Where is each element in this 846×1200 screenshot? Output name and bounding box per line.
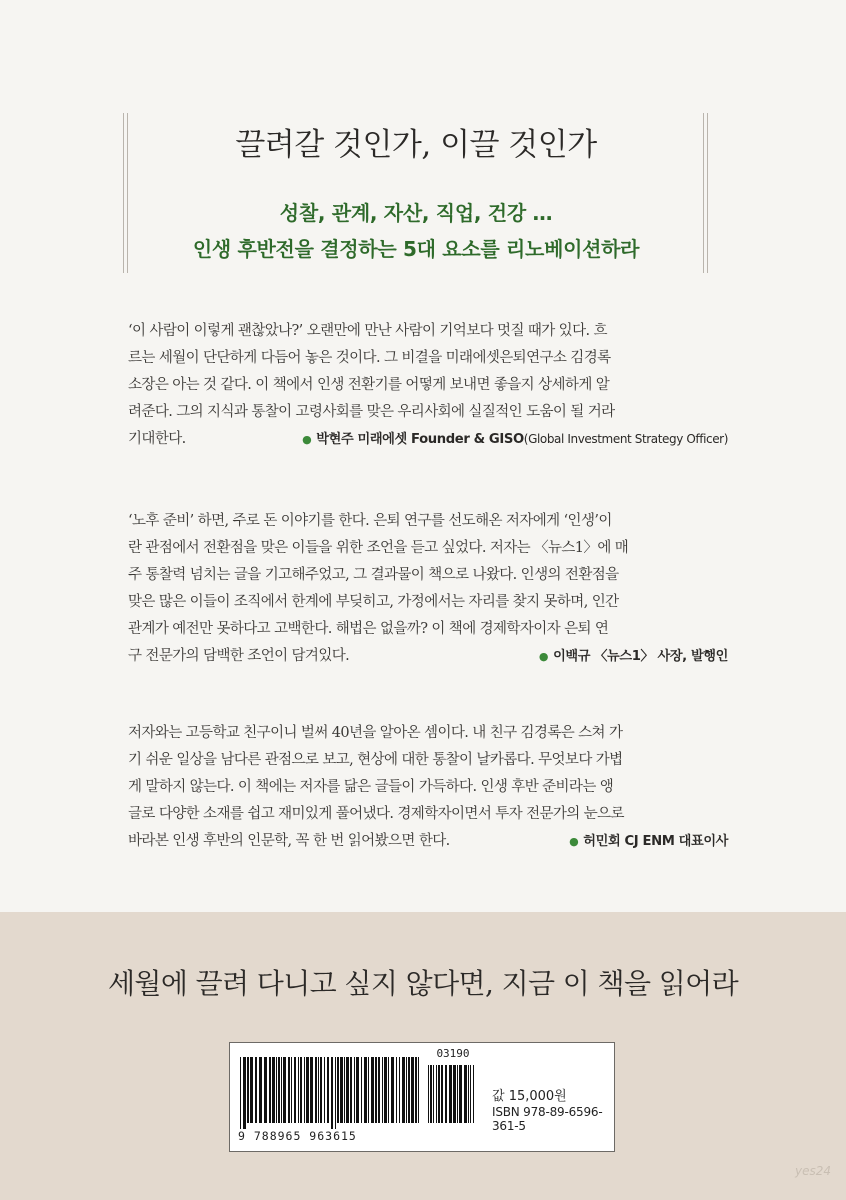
barcode-bar: [269, 1057, 271, 1123]
watermark: yes24: [795, 1164, 832, 1178]
barcode-bar: [388, 1057, 389, 1123]
bullet-dot-icon: ●: [302, 433, 312, 446]
barcode-bar: [354, 1057, 355, 1123]
barcode-bar: [438, 1065, 440, 1123]
barcode-bar: [337, 1057, 339, 1123]
barcode-bar: [433, 1065, 434, 1123]
blurb-line: ‘노후 준비’ 하면, 주로 돈 이야기를 한다. 은퇴 연구를 선도해온 저자에게 ‘인생’이: [128, 513, 612, 529]
barcode-bar: [283, 1057, 286, 1123]
barcode-bar: [324, 1057, 325, 1123]
barcode-bar: [418, 1057, 419, 1123]
barcode-bar: [436, 1065, 437, 1123]
blurb-last-line: [128, 643, 728, 670]
barcode-bar: [361, 1057, 362, 1123]
blurb-line: 려준다. 그의 지식과 통찰이 고령사회를 맞은 우리사회에 실질적인 도움이 될 거라: [128, 404, 615, 420]
blurb-line: 르는 세월이 단단하게 다듬어 놓은 것이다. 그 비결을 미래에셋은퇴연구소 김경록: [128, 350, 611, 366]
barcode-bar: [346, 1057, 349, 1123]
barcode-bar: [294, 1057, 296, 1123]
barcode-bar: [331, 1057, 333, 1129]
barcode-bar: [408, 1057, 410, 1123]
barcode-bar: [382, 1057, 383, 1123]
blurb-line: 맞은 많은 이들이 조직에서 한계에 부딪히고, 가정에서는 자리를 찾지 못하며, 인간: [128, 594, 619, 610]
barcode-bar: [250, 1057, 253, 1123]
blurb-line: 글로 다양한 소재를 쉽고 재미있게 풀어냈다. 경제학자이면서 투자 전문가의 눈으로: [128, 806, 624, 822]
barcode-bar: [371, 1057, 374, 1123]
subtitle-line-2: 인생 후반전을 결정하는 5대 요소를 리노베이션하라: [192, 237, 640, 261]
blurb-line: 기 쉬운 일상을 남다른 관점으로 보고, 현상에 대한 통찰이 날카롭다. 무엇보다 가볍: [128, 752, 623, 768]
barcode-bar: [464, 1065, 467, 1123]
barcode-bar: [399, 1057, 400, 1123]
blurb-line: ‘이 사람이 이렇게 괜찮았나?’ 오랜만에 만난 사람이 기억보다 멋질 때가 있다. 흐: [128, 323, 607, 339]
addon-code: 03190: [436, 1047, 470, 1060]
barcode-bar: [243, 1057, 246, 1129]
bullet-dot-icon: ●: [538, 650, 549, 663]
barcode-bar: [278, 1057, 280, 1123]
bullet-dot-icon: ●: [569, 835, 579, 848]
barcode-bar: [468, 1065, 469, 1123]
barcode-bar: [378, 1057, 380, 1123]
barcode-bar: [288, 1057, 290, 1123]
book-title: 끌려갈 것인가, 이끌 것인가: [235, 127, 597, 163]
attribution-name: 허민회 CJ ENM 대표이사: [583, 834, 728, 849]
barcode-bar: [276, 1057, 277, 1123]
barcode-bar: [306, 1057, 309, 1123]
endorsement-1-attribution: [302, 426, 728, 453]
barcode-bar: [457, 1065, 458, 1123]
isbn: ISBN 978-89-6596-361-5: [492, 1105, 603, 1133]
barcode-bar: [368, 1057, 369, 1123]
endorsement-2-attribution: [539, 643, 728, 670]
barcode-bar: [340, 1057, 343, 1123]
barcode-bar: [255, 1057, 257, 1123]
barcode-bar: [291, 1057, 292, 1123]
ean-barcode: [240, 1057, 422, 1129]
endorsement-2: [128, 508, 728, 670]
barcode-bar: [327, 1057, 329, 1123]
endorsement-1: [128, 318, 728, 453]
barcode-bar: [259, 1057, 262, 1123]
barcode-bar: [415, 1057, 417, 1123]
barcode-bar: [453, 1065, 456, 1123]
attribution-name: 박현주 미래에셋 Founder & GISO: [316, 432, 524, 447]
barcode-bar: [298, 1057, 299, 1123]
barcode-bar: [473, 1065, 474, 1123]
bottom-band: [0, 912, 846, 1200]
barcode-bar: [350, 1057, 352, 1123]
barcode-bar: [396, 1057, 397, 1123]
endorsement-3-attribution: [569, 828, 728, 855]
barcode-bar: [300, 1057, 302, 1123]
barcode-bar: [441, 1065, 443, 1123]
barcode-bar: [356, 1057, 359, 1123]
barcode-bar: [445, 1065, 447, 1123]
barcode-box: [229, 1042, 615, 1152]
title-block: [123, 113, 709, 273]
blurb-line: 게 말하지 않는다. 이 책에는 저자를 닮은 글들이 가득하다. 인생 후반 준비라는 앵: [128, 779, 614, 795]
barcode-bar: [344, 1057, 345, 1123]
slogan: 세월에 끌려 다니고 싶지 않다면, 지금 이 책을 읽어라: [107, 967, 739, 1000]
barcode-bar: [281, 1057, 282, 1123]
barcode-bar: [318, 1057, 319, 1123]
blurb-last-line: [128, 426, 728, 453]
barcode-bar: [406, 1057, 407, 1123]
price: 값 15,000원: [492, 1089, 567, 1104]
endorsement-3: [128, 720, 728, 855]
barcode-bar: [391, 1057, 394, 1123]
barcode-bar: [364, 1057, 367, 1123]
barcode-bar: [315, 1057, 317, 1123]
barcode-bar: [272, 1057, 275, 1123]
barcode-bar: [430, 1065, 432, 1123]
blurb-line: 관계가 예전만 못하다고 고백한다. 해법은 없을까? 이 책에 경제학자이자 은퇴 연: [128, 621, 609, 637]
barcode-bar: [411, 1057, 414, 1123]
blurb-line: 저자와는 고등학교 친구이니 벌써 40년을 알아온 셈이다. 내 친구 김경록은 스쳐 가: [128, 725, 623, 741]
blurb-line: 구 전문가의 담백한 조언이 담겨있다.: [128, 648, 350, 664]
attribution-name: 이백규 〈뉴스1〉 사장, 발행인: [553, 649, 728, 664]
barcode-bar: [402, 1057, 405, 1123]
barcode-bar: [375, 1057, 377, 1123]
barcode-bar: [240, 1057, 241, 1129]
barcode-bar: [459, 1065, 462, 1123]
barcode-bar: [320, 1057, 322, 1123]
ean-digits: 9 788965 963615: [238, 1129, 357, 1143]
barcode-bar: [335, 1057, 336, 1129]
blurb-line: 소장은 아는 것 같다. 이 책에서 인생 전환기를 어떻게 보내면 좋을지 상세하게 알: [128, 377, 610, 393]
blurb-line: 기대한다.: [128, 431, 186, 447]
barcode-bar: [247, 1057, 249, 1123]
barcode-bar: [304, 1057, 305, 1123]
blurb-line: 바라본 인생 후반의 인문학, 꼭 한 번 읽어봤으면 한다.: [128, 833, 450, 849]
blurb-line: 주 통찰력 넘치는 글을 기고해주었고, 그 결과물이 책으로 나왔다. 인생의 전환점을: [128, 567, 619, 583]
barcode-bar: [470, 1065, 471, 1123]
subtitle-line-1: 성찰, 관계, 자산, 직업, 건강 …: [279, 201, 553, 225]
barcode-bar: [428, 1065, 429, 1123]
barcode-bar: [449, 1065, 452, 1123]
barcode-bar: [310, 1057, 313, 1123]
blurb-line: 란 관점에서 전환점을 맞은 이들을 위한 조언을 듣고 싶었다. 저자는 〈뉴스1〉에 매: [128, 540, 629, 556]
attribution-extra: (Global Investment Strategy Officer): [523, 432, 728, 446]
barcode-bar: [264, 1057, 267, 1123]
blurb-last-line: [128, 828, 728, 855]
addon-barcode: [428, 1065, 478, 1129]
barcode-bar: [384, 1057, 387, 1123]
